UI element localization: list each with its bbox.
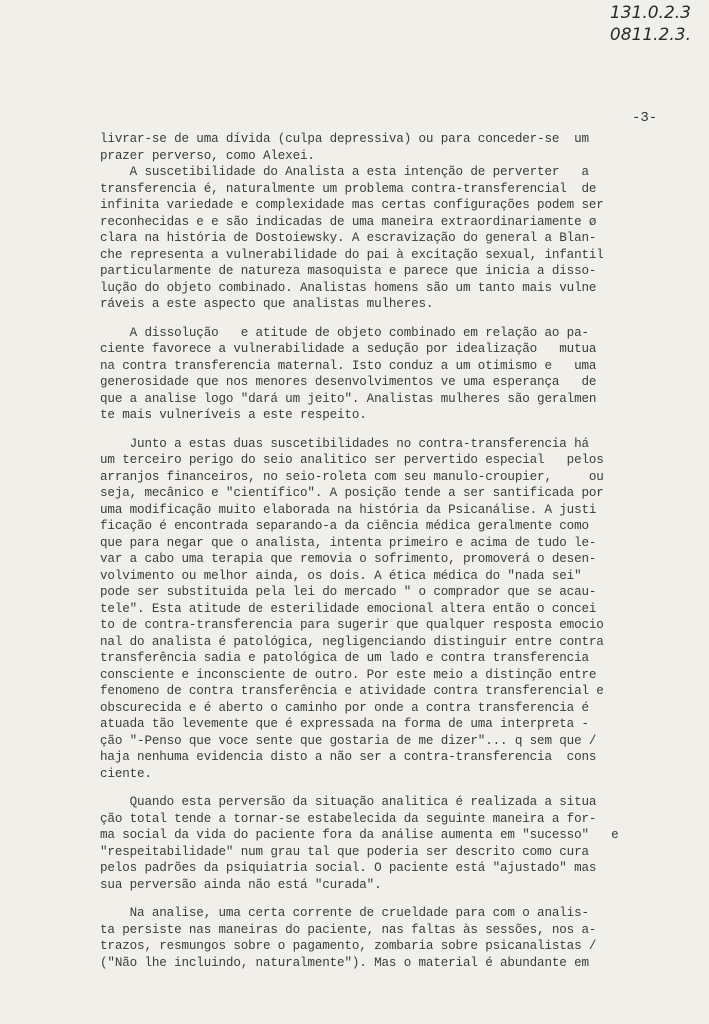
text-line: transferência sadia e patológica de um lado e contra transferencia (100, 651, 589, 665)
text-line: atuada tão levemente que é expressada na forma de uma interpreta - (100, 717, 589, 731)
text-line: que para negar que o analista, intenta primeiro e acima de tudo le- (100, 535, 597, 550)
text-line: Junto a estas duas suscetibilidades no contra-transferencia há (100, 436, 589, 451)
text-line: ("Não lhe incluindo, naturalmente"). Mas o material é abundante em (100, 955, 589, 970)
text-line: arranjos financeiros, no seio-roleta com seu manulo-croupier, ou (100, 469, 604, 484)
paragraph (100, 794, 660, 893)
text-line: ma social da vida do paciente fora da análise aumenta em "sucesso" e (100, 828, 619, 842)
text-line: reconhecidas e e são indicadas de uma maneira extraordinariamente ø (100, 214, 597, 229)
text-line: seja, mecânico e "científico". A posição tende a ser santificada por (100, 486, 604, 500)
text-line: nal do analista é patológica, negligenciando distinguir entre contra (100, 634, 604, 649)
text-line: to de contra-transferencia para sugerir que qualquer resposta emocio (100, 618, 604, 632)
text-line: lução do objeto combinado. Analistas homens são um tanto mais vulne (100, 280, 597, 295)
text-line: um terceiro perigo do seio analitico ser pervertido especial pelos (100, 453, 604, 467)
text-line: var a cabo uma terapia que removia o sofrimento, promoverá o desen- (100, 552, 597, 566)
text-line: te mais vulneríveis a este respeito. (100, 408, 367, 422)
paragraph (100, 436, 660, 783)
text-line: A dissolução e atitude de objeto combinado em relação ao pa- (100, 325, 589, 340)
text-line: que a analise logo "dará um jeito". Analistas mulheres são geralmen (100, 391, 597, 406)
text-line: A suscetibilidade do Analista a esta intenção de perverter a (100, 165, 589, 179)
text-line: uma modificação muito elaborada na história da Psicanálise. A justi (100, 502, 597, 517)
text-line: ciente. (100, 766, 152, 781)
paragraph (100, 325, 660, 424)
page-number: -3- (632, 110, 658, 126)
text-line: fenomeno de contra transferência e atividade contra transferencial e (100, 684, 604, 698)
text-line: tele". Esta atitude de esterilidade emocional altera então o concei (100, 601, 597, 616)
text-line: livrar-se de uma dívida (culpa depressiva) ou para conceder-se um (100, 132, 589, 146)
text-line: che representa a vulnerabilidade do pai à excitação sexual, infantil (100, 247, 604, 262)
text-line: ciente favorece a vulnerabilidade a sedução por idealização mutua (100, 342, 597, 356)
text-line: "respeitabilidade" num grau tal que poderia ser descrito como cura (100, 844, 589, 859)
archive-mark-2: 0811.2.3. (609, 25, 691, 45)
body-text (100, 131, 660, 971)
paragraph-gap (100, 424, 660, 436)
paragraph (100, 905, 660, 971)
text-line: ção total tende a tornar-se estabelecida da seguinte maneira a for- (100, 811, 597, 826)
text-line: generosidade que nos menores desenvolvimentos ve uma esperança de (100, 375, 597, 389)
text-line: clara na história de Dostoiewsky. A escravização do general a Blan- (100, 231, 597, 245)
text-line: pode ser substituida pela lei do mercado " o comprador que se acau- (100, 585, 597, 599)
text-line: transferencia é, naturalmente um problema contra-transferencial de (100, 181, 597, 196)
text-line: ráveis a este aspecto que analistas mulheres. (100, 297, 434, 311)
paragraph-gap (100, 313, 660, 325)
text-line: pelos padrões da psiquiatria social. O paciente está "ajustado" mas (100, 861, 597, 875)
text-line: sua perversão ainda não está "curada". (100, 877, 382, 892)
text-line: trazos, resmungos sobre o pagamento, zombaria sobre psicanalistas / (100, 939, 597, 953)
text-line: prazer perverso, como Alexei. (100, 148, 315, 163)
text-line: na contra transferencia maternal. Isto conduz a um otimismo e uma (100, 358, 597, 373)
paragraph (100, 131, 660, 313)
paragraph-gap (100, 893, 660, 905)
text-line: ta persiste nas maneiras do paciente, nas faltas às sessões, nos a- (100, 922, 597, 937)
text-line: Quando esta perversão da situação analitica é realizada a situa (100, 795, 597, 809)
archive-mark-1: 131.0.2.3 (609, 3, 691, 23)
text-line: volvimento ou melhor ainda, os dois. A ética médica do "nada sei" (100, 568, 582, 583)
paragraph-gap (100, 782, 660, 794)
text-line: ficação é encontrada separando-a da ciência médica geralmente como (100, 519, 589, 533)
text-line: particularmente de natureza masoquista e parece que inicia a disso- (100, 264, 597, 278)
text-line: Na analise, uma certa corrente de crueldade para com o analis- (100, 906, 589, 920)
text-line: haja nenhuma evidencia disto a não ser a contra-transferencia cons (100, 750, 597, 764)
text-line: obscurecida e é aberto o caminho por onde a contra transferencia é (100, 700, 589, 715)
text-line: consciente e inconsciente de outro. Por este meio a distinção entre (100, 667, 597, 682)
archive-marks (610, 2, 691, 46)
text-line: infinita variedade e complexidade mas certas configurações podem ser (100, 198, 604, 212)
text-line: ção "-Penso que voce sente que gostaria de me dizer"... q sem que / (100, 733, 597, 748)
